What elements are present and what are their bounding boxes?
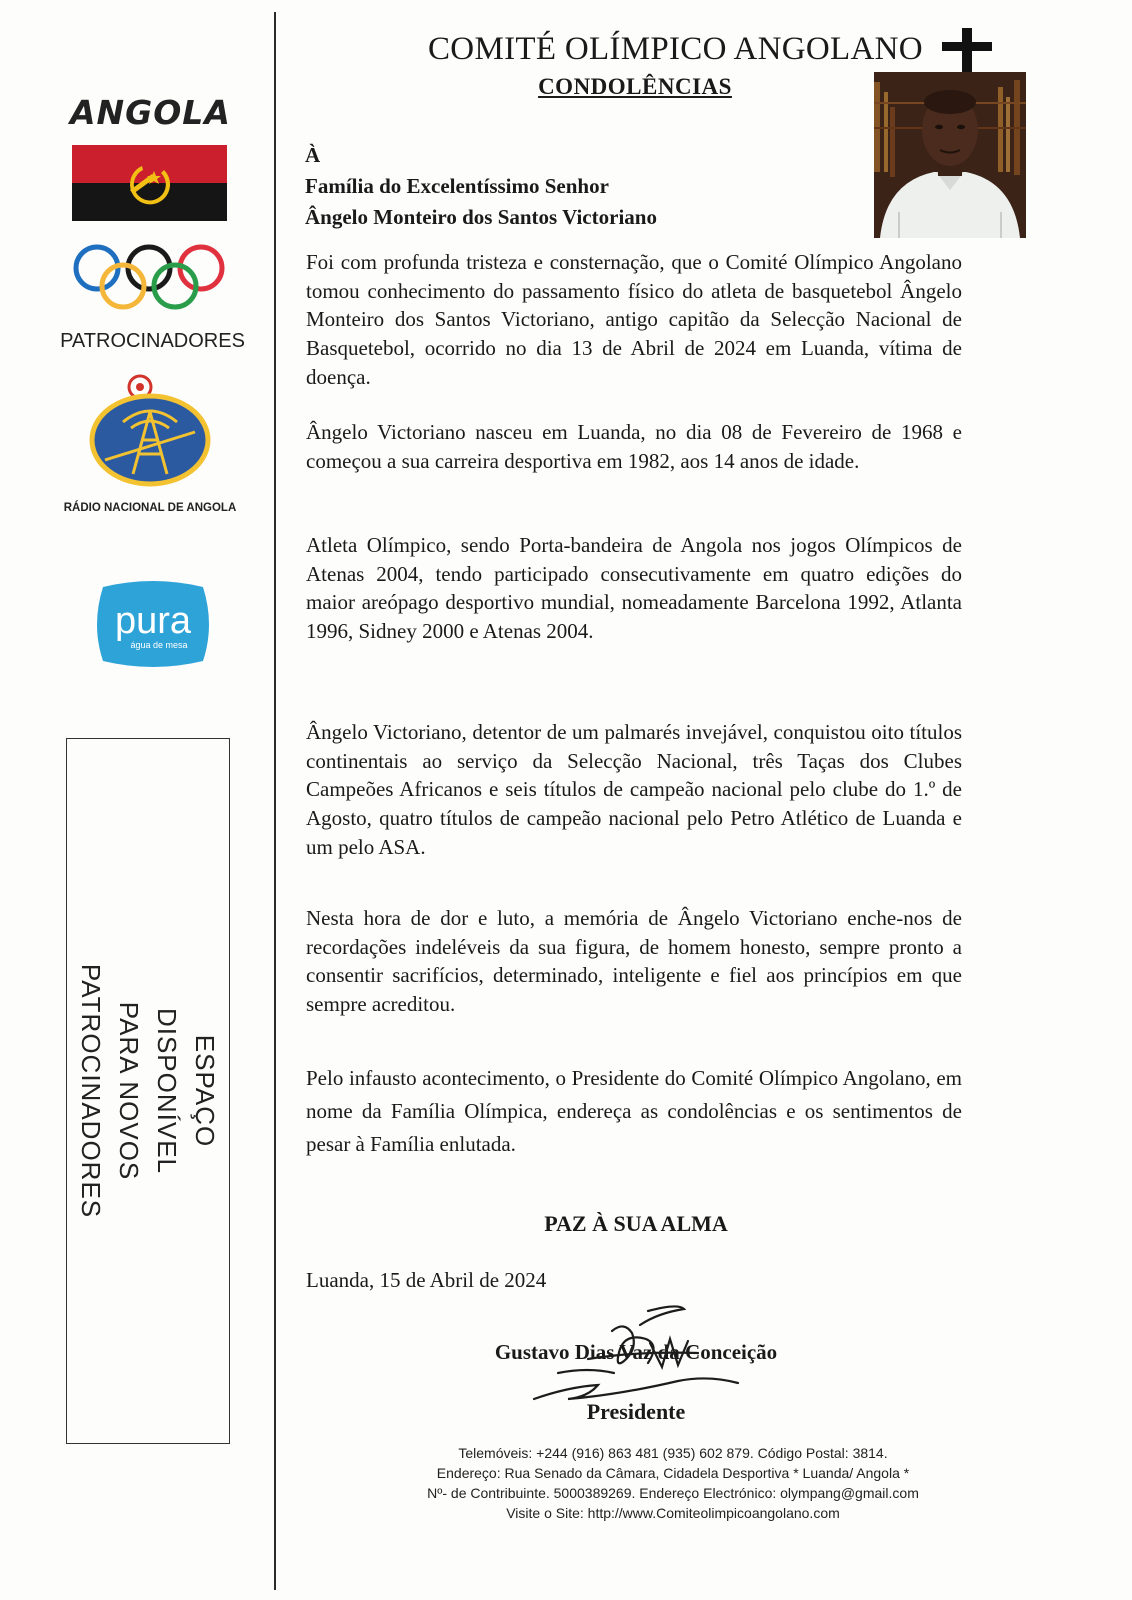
place-and-date: Luanda, 15 de Abril de 2024 bbox=[306, 1268, 547, 1292]
signer-title: Presidente bbox=[586, 1399, 686, 1424]
footer-contact bbox=[400, 1443, 946, 1523]
body-paragraph: Ângelo Victoriano, detentor de um palmarés invejável, conquistou oito títulos continentais ao serviço da Selecção Nacional, três Taças dos Clubes Campeões Africanos e seis títulos de campeão nacional pelo clube do 1.º de Agosto, quatro títulos de campeão nacional pelo Petro Atlético de Luanda e um pelo ASA. bbox=[306, 720, 962, 859]
signer-name: Gustavo Dias Vaz da Conceição bbox=[494, 1340, 778, 1364]
sponsor-space-line: DISPONÍVEL bbox=[152, 1007, 182, 1175]
organization-title: COMITÉ OLÍMPICO ANGOLANO bbox=[428, 31, 923, 67]
body-paragraph: Nesta hora de dor e luto, a memória de Ângelo Victoriano enche-nos de recordações indeléveis da sua figura, de homem honesto, sempre pronto a consentir sacrifícios, determinado, inteligente e fiel aos princípios em que sempre acreditou. bbox=[306, 906, 962, 1017]
sidebar-divider bbox=[274, 12, 276, 1590]
document-heading: CONDOLÊNCIAS bbox=[538, 74, 732, 99]
sponsors-title: PATROCINADORES bbox=[60, 330, 245, 352]
sponsor-space-line: ESPAÇO bbox=[190, 1034, 220, 1148]
pura-logo-icon bbox=[85, 575, 220, 673]
body-paragraph: Atleta Olímpico, sendo Porta-bandeira de Angola nos jogos Olímpicos de Atenas 2004, tendo participado consecutivamente em quatro edições do maior areópago desportivo mundial, nomeadamente Barcelona 1992, Atlanta 1996, Sidney 2000 e Atenas 2004. bbox=[306, 533, 962, 644]
sponsor-space-line: PATROCINADORES bbox=[76, 963, 106, 1219]
pura-brand-text: pura bbox=[114, 600, 192, 642]
recipient-name: Ângelo Monteiro dos Santos Victoriano bbox=[305, 205, 657, 229]
handwritten-signature bbox=[528, 1303, 748, 1411]
sponsor-space-line: PARA NOVOS bbox=[114, 1001, 144, 1181]
athlete-portrait-photo bbox=[874, 72, 1026, 238]
olympic-rings-icon bbox=[70, 244, 228, 310]
footer-phones: Telemóveis: +244 (916) 863 481 (935) 602 879. Código Postal: 3814. bbox=[458, 1445, 888, 1461]
body-paragraph: Pelo infausto acontecimento, o Presidente do Comité Olímpico Angolano, em nome da Família Olímpica, endereça as condolências e os sentimentos de pesar à Família enlutada. bbox=[306, 1066, 962, 1156]
recipient-prefix: À bbox=[305, 143, 321, 167]
footer-website: Visite o Site: http://www.Comiteolimpicoangolano.com bbox=[506, 1505, 840, 1521]
radio-nacional-logo-icon bbox=[85, 372, 215, 490]
body-paragraph: Foi com profunda tristeza e consternação, que o Comité Olímpico Angolano tomou conhecimento do passamento físico do atleta de basquetebol Ângelo Monteiro dos Santos Victoriano, antigo capitão da Selecção Nacional de Basquetebol, ocorrido no dia 13 de Abril de 2024 em Luanda, vítima de doença. bbox=[306, 250, 962, 389]
body-paragraph: Ângelo Victoriano nasceu em Luanda, no dia 08 de Fevereiro de 1968 e começou a sua carreira desportiva em 1982, aos 14 anos de idade. bbox=[306, 420, 962, 473]
cross-icon bbox=[942, 28, 992, 76]
angola-flag-icon bbox=[72, 145, 227, 221]
closing-blessing: PAZ À SUA ALMA bbox=[544, 1211, 728, 1236]
sponsor-space-text bbox=[68, 891, 228, 1291]
footer-address: Endereço: Rua Senado da Câmara, Cidadela Desportiva * Luanda/ Angola * bbox=[436, 1465, 910, 1481]
recipient-block bbox=[305, 140, 657, 233]
recipient-line: Família do Excelentíssimo Senhor bbox=[305, 174, 609, 198]
pura-tagline-text: água de mesa bbox=[130, 640, 188, 650]
country-title: ANGOLA bbox=[70, 93, 231, 132]
footer-taxid-email: Nº- de Contribuinte. 5000389269. Endereço Electrónico: olympang@gmail.com bbox=[427, 1485, 919, 1501]
radio-nacional-title: RÁDIO NACIONAL DE ANGOLA bbox=[63, 502, 237, 514]
